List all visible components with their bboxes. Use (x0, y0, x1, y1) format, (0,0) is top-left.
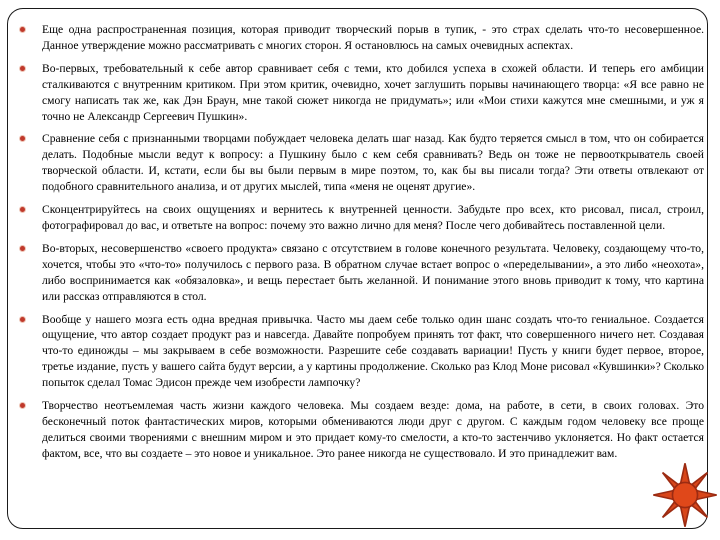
bullet-dot-icon (20, 66, 25, 71)
bullet-dot-icon (20, 403, 25, 408)
list-item-text: Сравнение себя с признанными творцами побуждает человека делать шаг назад. Как будто теряется смысл в том, что он собирается делать. Подобные мысли ведут к вопросу: а Пушкину было с кем себя сравнивать? Ведь он тоже не первооткрыватель своей творческой области. И, кстати, если бы вы были первым в мире поэтом, то, как бы вы писали тогда? Эти ответы отвлекают от подобного сравнительного анализа, и от других мыслей, типа «меня не оценят другие». (42, 132, 704, 194)
sun-icon (652, 462, 718, 528)
bullet-list (12, 22, 704, 462)
list-item-text: Вообще у нашего мозга есть одна вредная привычка. Часто мы даем себе только один шанс создать что-то гениальное. Создается ощущение, что автор создает продукт раз и навсегда. Давайте попробуем принять тот факт, что совершенного ничего нет. Создавая что-то единожды – мы закрываем в себе возможности. Разрешите себе создавать вариации! Пусть у книги будет первое, второе, третье издание, пусть у вашего сайта будут версии, а у картины продолжение. Сколько раз Клод Моне рисовал «Кувшинки»? Сколько попыток сделал Томас Эдисон прежде чем изобрести лампочку? (42, 312, 704, 390)
list-item (12, 398, 704, 462)
list-item-text: Творчество неотъемлемая часть жизни каждого человека. Мы создаем везде: дома, на работе, в сети, в своих головах. Это бесконечный поток фантастических миров, которыми обмениваются люди друг с другом. С каждым годом человеку все проще делиться своими творениями с внешним миром и это придает кому-то смелости, а кто-то застенчиво уклоняется. Но факт остается фактом, все, что вы создаете – это новое и уникальное. Это ранее никогда не существовало. И это принадлежит вам. (42, 399, 704, 460)
list-item-text: Во-первых, требовательный к себе автор сравнивает себя с теми, кто добился успеха в схожей области. И теперь его амбиции сталкиваются с внутренним критиком. При этом критик, очевидно, хочет заглушить порывы начинающего творца: «Я все равно не смогу написать так же, как Дэн Браун, мне такой сюжет никогда не придумать»; или «Мои стихи кажутся мне смешными, и уж я точно не Александр Сергеевич Пушкин». (42, 61, 704, 123)
bullet-dot-icon (20, 136, 25, 141)
list-item-text: Сконцентрируйтесь на своих ощущениях и вернитесь к внутренней ценности. Забудьте про всех, кто рисовал, писал, строил, фотографировал до вас, и ответьте на вопрос: почему это важно лично для меня? После чего добивайтесь поставленной цели. (42, 203, 704, 232)
list-item (12, 22, 704, 54)
list-item (12, 61, 704, 125)
bullet-dot-icon (20, 27, 25, 32)
list-item-text: Еще одна распространенная позиция, которая приводит творческий порыв в тупик, - это страх сделать что-то несовершенное. Данное утверждение можно рассматривать с многих сторон. Я остановлюсь на самых очевидных аспектах. (42, 23, 704, 52)
list-item (12, 241, 704, 305)
bullet-dot-icon (20, 246, 25, 251)
sun-core (672, 482, 697, 507)
list-item-text: Во-вторых, несовершенство «своего продукта» связано с отсутствием в голове конечного результата. Человеку, создающему что-то, хочется, чтобы это «что-то» получилось с первого раза. В обратном случае встает вопрос о «переделывании», а это либо «неохота», либо воспринимается как «обязаловка», и вещь перестает быть желанной. И понимание этого вновь приводит к тому, что картина или рассказ отправляются в стол. (42, 241, 704, 303)
list-item (12, 131, 704, 195)
list-item (12, 312, 704, 392)
list-item (12, 202, 704, 234)
bullet-dot-icon (20, 317, 25, 322)
bullet-dot-icon (20, 207, 25, 212)
